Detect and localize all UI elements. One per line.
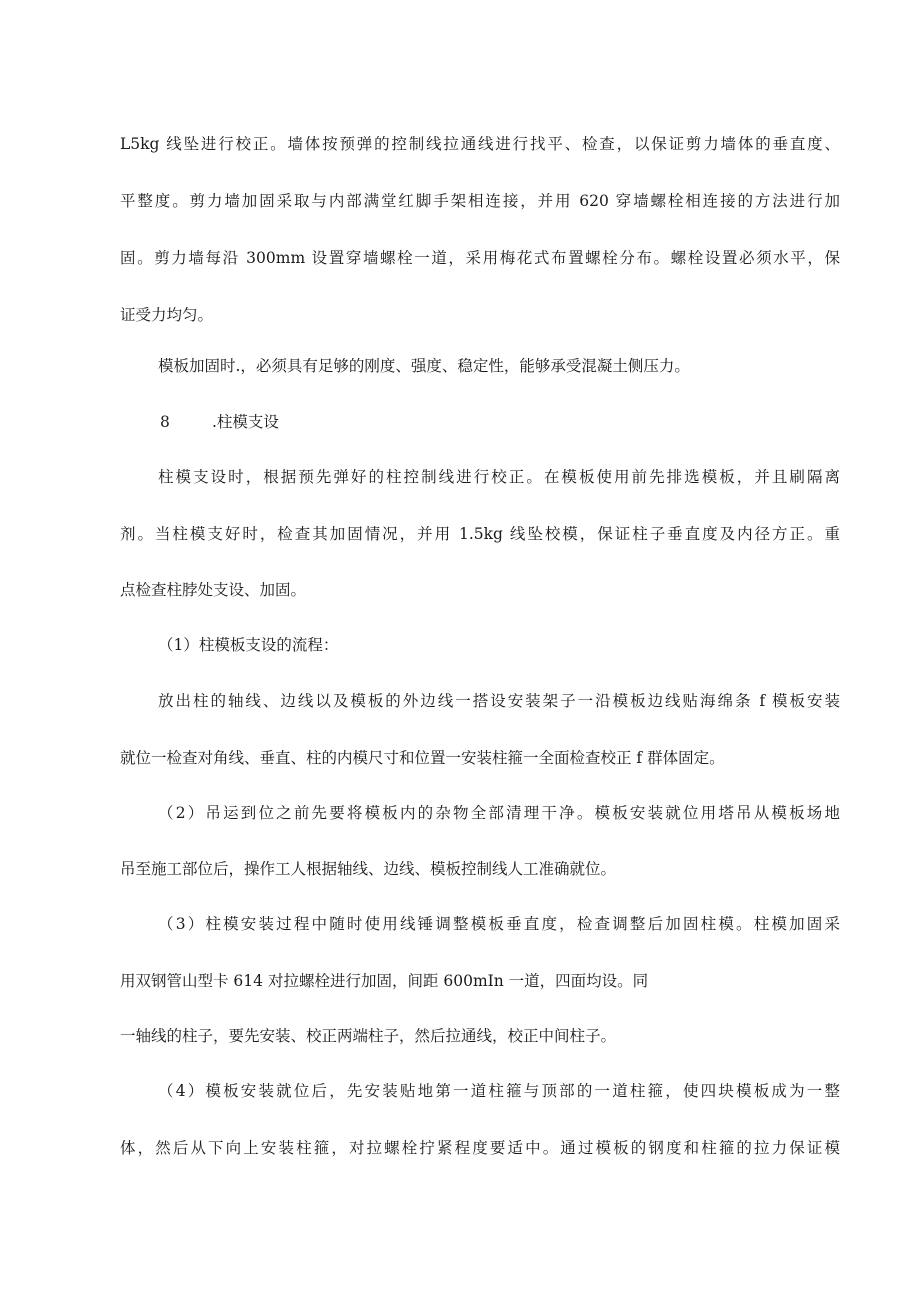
list-item-4-line-2: 体，然后从下向上安装柱箍，对拉螺栓拧紧程度要适中。通过模板的钢度和柱箍的拉力保证模 [120, 1139, 840, 1157]
body-line-7: 剂。当柱模支好时，检查其加固情况，并用 1.5kg 线坠校模，保证柱子垂直度及内径方正。重 [120, 525, 840, 543]
body-line-9: 放出柱的轴线、边线以及模板的外边线一搭设安装架子一沿模板边线贴海绵条 f 模板安装 [158, 692, 840, 710]
body-line-10: 就位一检查对角线、垂直、柱的内模尺寸和位置一安装柱箍一全面检查校正 f 群体固定。 [120, 749, 725, 767]
body-line-6: 柱模支设时，根据预先弹好的柱控制线进行校正。在模板使用前先排选模板，并且刷隔离 [158, 468, 840, 486]
section-heading: .柱模支设 [212, 413, 279, 431]
body-line-2: 平整度。剪力墙加固采取与内部满堂红脚手架相连接，并用 620 穿墙螺栓相连接的方法进行加 [120, 192, 840, 210]
body-line-3: 固。剪力墙每沿 300mm 设置穿墙螺栓一道，采用梅花式布置螺栓分布。螺栓设置必须水平，保 [120, 249, 840, 267]
list-item-3-line-3: 一轴线的柱子，要先安装、校正两端柱子，然后拉通线，校正中间柱子。 [120, 1027, 617, 1045]
body-line-5: 模板加固时.，必须具有足够的刚度、强度、稳定性，能够承受混凝土侧压力。 [158, 357, 690, 375]
list-item-3-line-1: （3）柱模安装过程中随时使用线锤调整模板垂直度，检查调整后加固柱模。柱模加固采 [158, 915, 840, 933]
list-item-4-line-1: （4）模板安装就位后，先安装贴地第一道柱箍与顶部的一道柱箍，使四块模板成为一整 [158, 1082, 840, 1100]
list-item-3-line-2: 用双钢管山型卡 614 对拉螺栓进行加固，间距 600mIn 一道，四面均设。同 [120, 972, 649, 990]
section-number: 8 [160, 413, 170, 431]
body-line-8: 点检查柱脖处支设、加固。 [120, 581, 307, 599]
list-item-2-line-1: （2）吊运到位之前先要将模板内的杂物全部清理干净。模板安装就位用塔吊从模板场地 [158, 804, 840, 822]
list-item-1: （1）柱模板支设的流程： [158, 636, 339, 654]
body-line-1: L5kg 线坠进行校正。墙体按预弹的控制线拉通线进行找平、检查，以保证剪力墙体的垂直度、 [120, 135, 840, 153]
list-item-2-line-2: 吊至施工部位后，操作工人根据轴线、边线、模板控制线人工准确就位。 [120, 860, 617, 878]
body-line-4: 证受力均匀。 [120, 306, 214, 324]
